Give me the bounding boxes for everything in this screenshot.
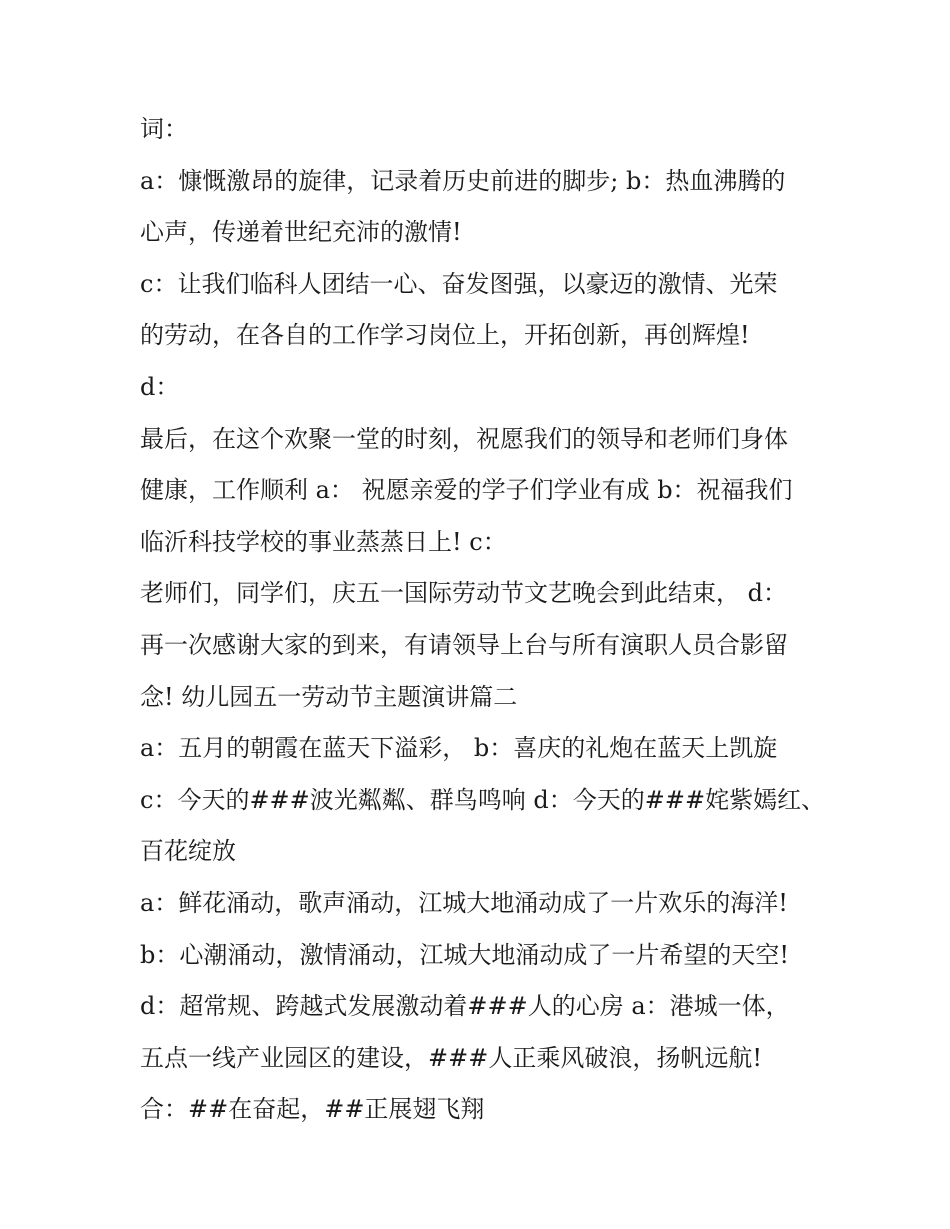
text-line: c：让我们临科人团结一心、奋发图强，以豪迈的激情、光荣	[140, 269, 778, 298]
text-line: 最后，在这个欢聚一堂的时刻，祝愿我们的领导和老师们身体	[140, 424, 788, 453]
text-line: 念! 幼儿园五一劳动节主题演讲篇二	[140, 682, 518, 711]
text-line: 合：##在奋起，##正展翅飞翔	[140, 1095, 485, 1124]
text-line: 的劳动，在各自的工作学习岗位上，开拓创新，再创辉煌!	[140, 321, 750, 350]
text-line: 五点一线产业园区的建设，###人正乘风破浪，扬帆远航!	[140, 1043, 762, 1072]
text-line: 老师们，同学们，庆五一国际劳动节文艺晚会到此结束， d：	[140, 579, 787, 608]
text-line: a：慷慨激昂的旋律，记录着历史前进的脚步; b：热血沸腾的	[140, 166, 786, 195]
text-line: b：心潮涌动，激情涌动，江城大地涌动成了一片希望的天空!	[140, 940, 790, 969]
text-line: 词：	[140, 115, 188, 143]
text-line: 再一次感谢大家的到来，有请领导上台与所有演职人员合影留	[140, 630, 788, 659]
text-line: 心声，传递着世纪充沛的激情!	[140, 218, 462, 247]
text-line: c：今天的###波光粼粼、群鸟鸣响 d：今天的###姹紫嫣红、	[140, 785, 826, 814]
text-line: d：	[140, 372, 180, 401]
text-line: d：超常规、跨越式发展激动着###人的心房 a：港城一体，	[140, 992, 790, 1021]
text-line: 百花绽放	[140, 837, 236, 866]
text-line: 健康，工作顺利 a： 祝愿亲爱的学子们学业有成 b：祝福我们	[140, 476, 793, 505]
text-line: 临沂科技学校的事业蒸蒸日上! c：	[140, 527, 507, 556]
document-body	[140, 107, 830, 1139]
text-line: a：五月的朝霞在蓝天下溢彩， b：喜庆的礼炮在蓝天上凯旋	[140, 734, 778, 763]
text-line: a：鲜花涌动，歌声涌动，江城大地涌动成了一片欢乐的海洋!	[140, 888, 788, 917]
